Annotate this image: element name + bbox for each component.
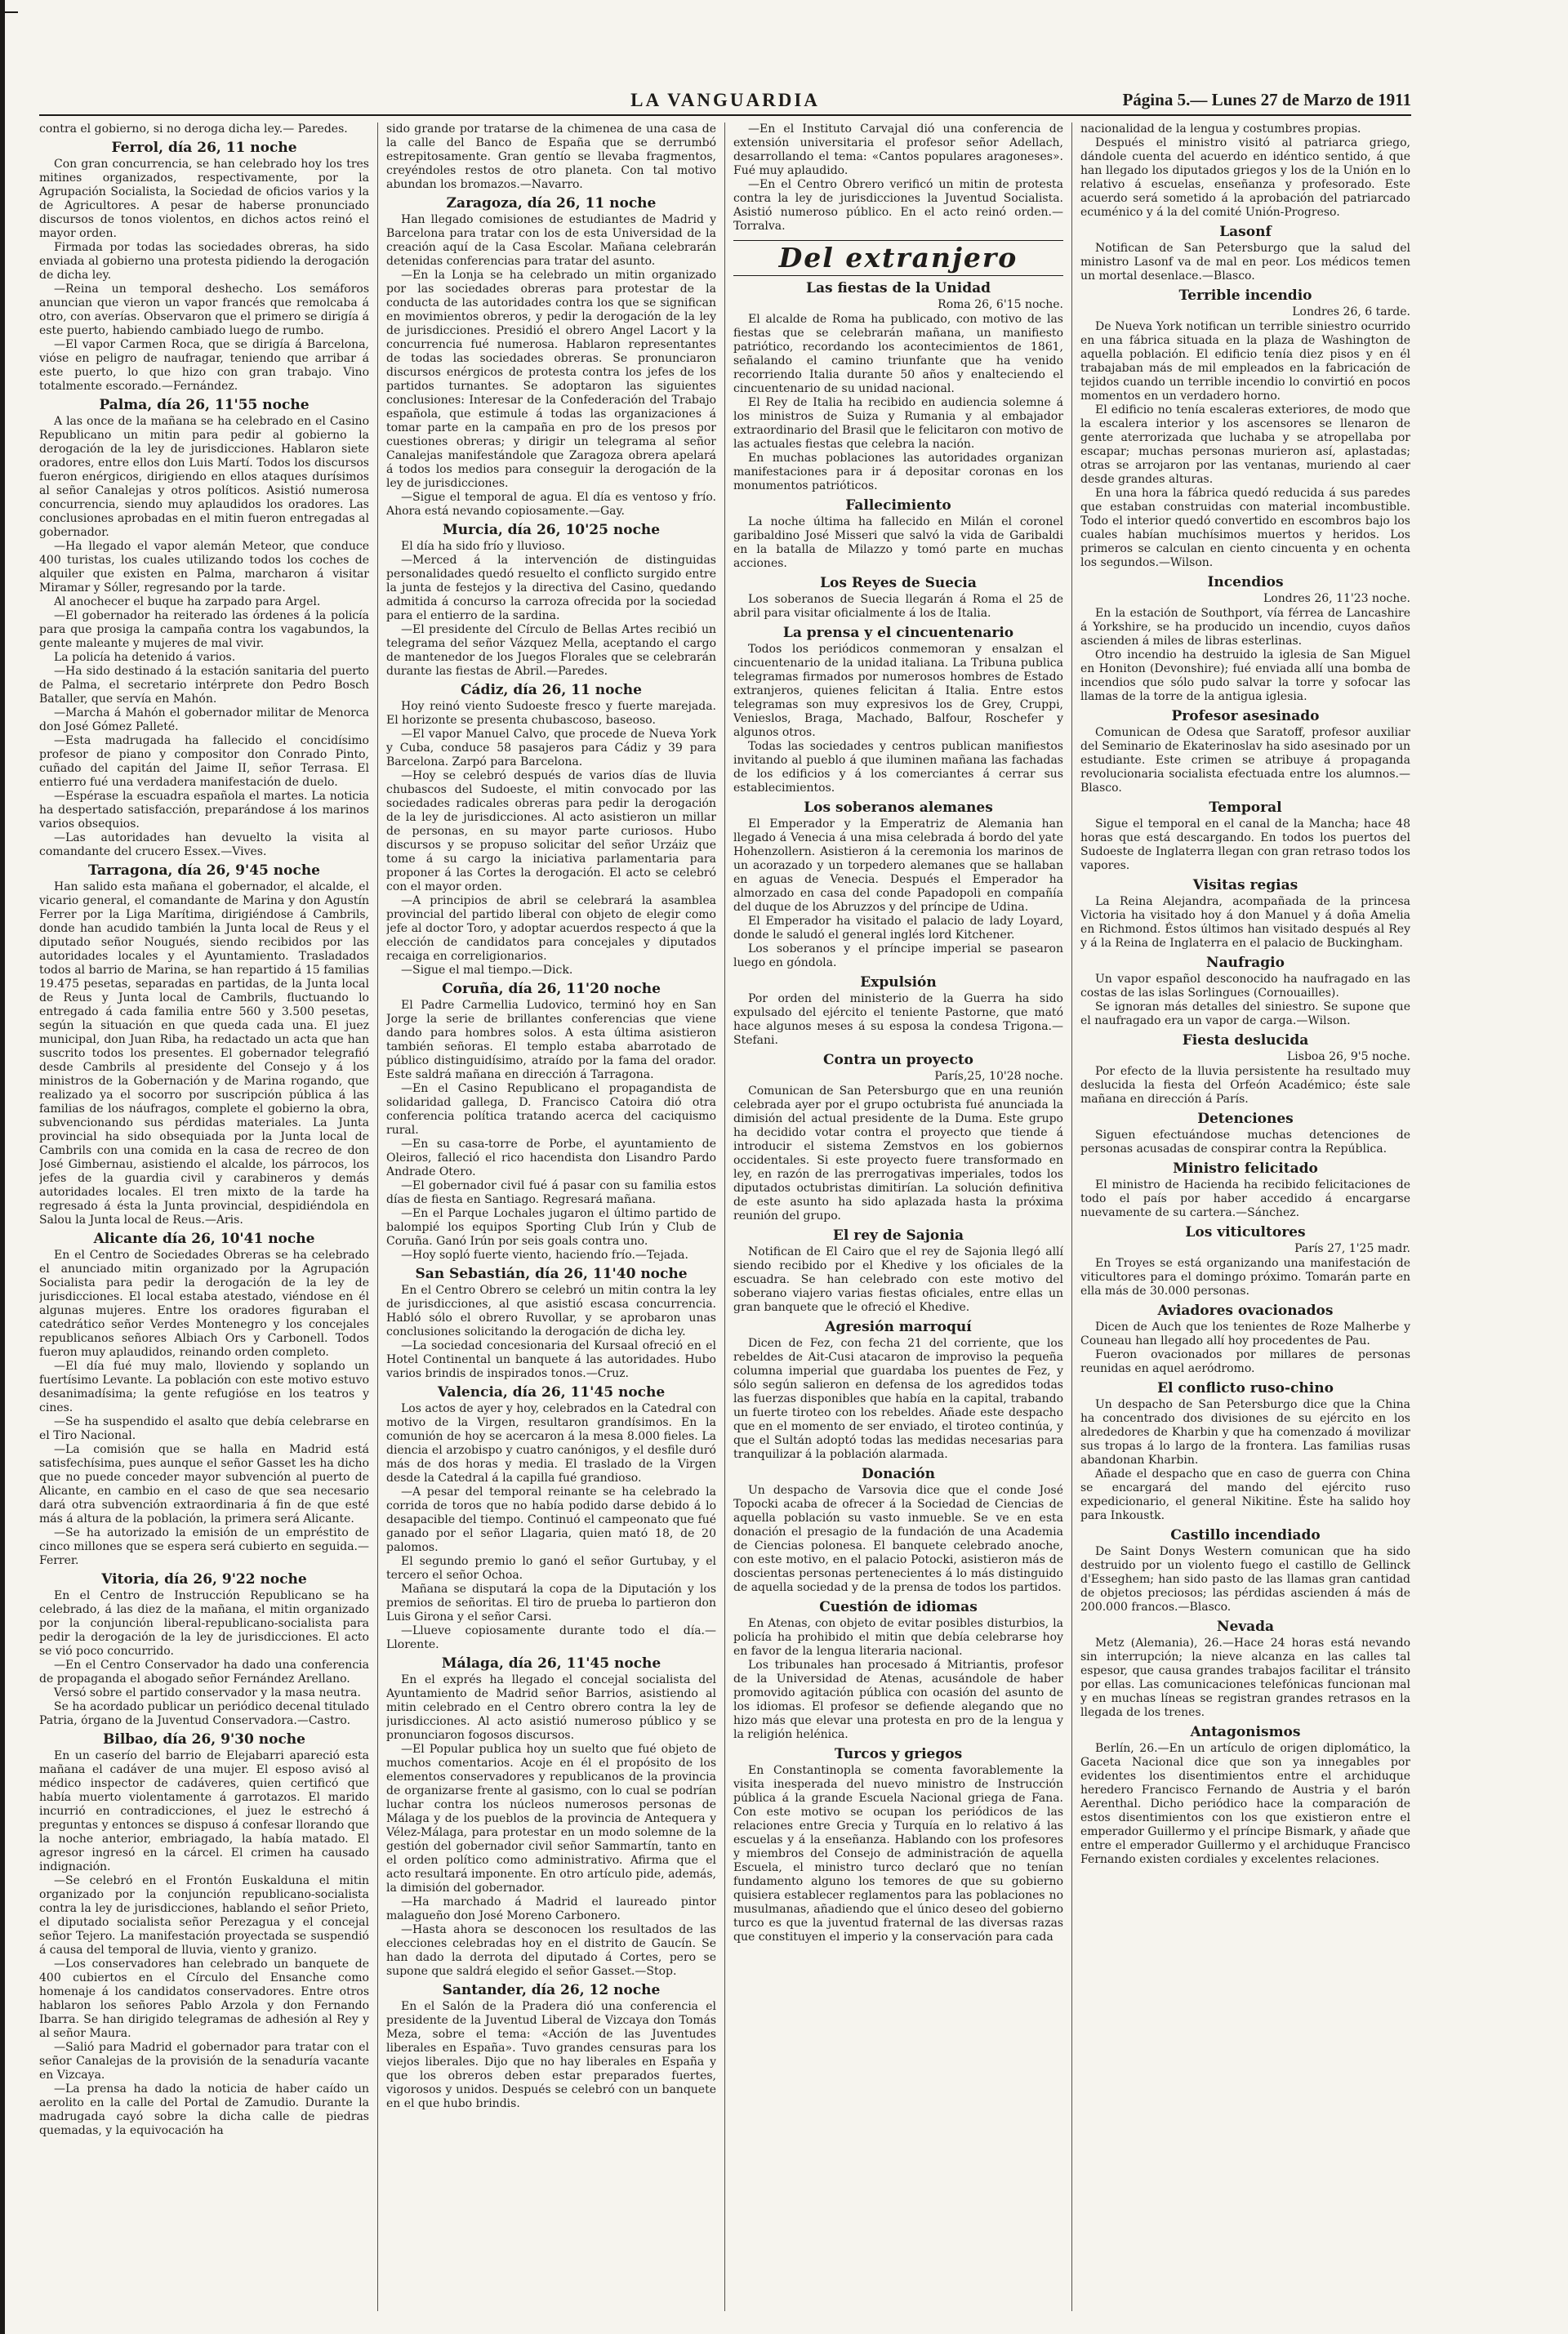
news-heading: Los soberanos alemanes bbox=[804, 800, 993, 816]
paragraph: Todos los periódicos conmemoran y ensalzan el cincuentenario de la unidad italiana. La Tribuna publica telegramas firmados por numerosos hombres de Estado extranjeros, quienes felicitan á Italia. Entre estos telegramas son muy expresivos los de Grey, Cruppi, Venieslos, Braga, Machado, Balfour, Roschefer y algunos otros. bbox=[733, 643, 1063, 739]
paragraph: Sigue el temporal en el canal de la Mancha; hace 48 horas que está descargando. En todos los puertos del Sudoeste de Inglaterra llegan con gran retraso todos los vapores. bbox=[1080, 817, 1410, 872]
paragraph: En una hora la fábrica quedó reducida á sus paredes que estaban construidas con material incombustible. Todo el interior quedó convertido en escombros bajo los cuales habían muchísimos muertos y heridos. Los primeros se calculan en ciento cincuenta y en ochenta los segundos.—Wilson. bbox=[1080, 487, 1410, 569]
paragraph: —Ha llegado el vapor alemán Meteor, que conduce 400 turistas, los cuales utilizando todos los coches de alquiler que existen en Palma, marcharon á visitar Miramar y Sóller, regresando por la tarde. bbox=[39, 540, 369, 595]
paragraph: Notifican de El Cairo que el rey de Sajonia llegó allí siendo recibido por el Khedive y los oficiales de la escuadra. Se han celebrado con este motivo del soberano viajero varias fiestas oficiales, entre ellas un gran banquete que le ofreció el Khedive. bbox=[733, 1245, 1063, 1314]
news-heading: Expulsión bbox=[860, 974, 937, 991]
paragraph: Hoy reinó viento Sudoeste fresco y fuerte marejada. El horizonte se presenta chubascoso, baseoso. bbox=[386, 700, 716, 727]
paragraph: —Las autoridades han devuelto la visita al comandante del crucero Essex.—Vives. bbox=[39, 831, 369, 858]
dispatch-heading: Coruña, día 26, 11'20 noche bbox=[442, 981, 661, 997]
dispatch-heading: Murcia, día 26, 10'25 noche bbox=[442, 522, 661, 538]
paragraph: De Nueva York notifican un terrible siniestro ocurrido en una fábrica situada en la plaza de Washington de aquella población. El edificio tenía diez pisos y en él trabajaban más de mil empleados en la fabricación de tejidos cuando un terrible incendio lo convirtió en pocos momentos en un verdadero horno. bbox=[1080, 320, 1410, 403]
page-edge bbox=[0, 0, 5, 2334]
news-heading: Cuestión de idiomas bbox=[819, 1599, 978, 1615]
dateline: Roma 26, 6'15 noche. bbox=[938, 298, 1063, 311]
paragraph: Los actos de ayer y hoy, celebrados en la Catedral con motivo de la Virgen, resultaron grandísimos. En la comunión de hoy se acercaron á la mesa 8.000 fieles. La diencia el arzobispo y cuatro canónigos, y el desfile duró más de dos horas y media. El traslado de la Virgen desde la Catedral á la capilla fué grandioso. bbox=[386, 1402, 716, 1485]
dispatch-heading: Palma, día 26, 11'55 noche bbox=[99, 397, 310, 413]
news-heading: Los Reyes de Suecia bbox=[820, 575, 977, 591]
column-2 bbox=[386, 122, 716, 2311]
paragraph: Después el ministro visitó al patriarca griego, dándole cuenta del acuerdo en idéntico sentido, á que han llegado los diputados griegos y los de la Unión en lo relativo á escuelas, enseñanza y profesorado. Este acuerdo será sometido á la aprobación del patriarcado ecuménico y á la del comité Unión-Progreso. bbox=[1080, 136, 1410, 219]
dispatch-heading: Ferrol, día 26, 11 noche bbox=[111, 140, 297, 156]
dispatch-heading: Bilbao, día 26, 9'30 noche bbox=[103, 1731, 305, 1748]
dateline: Londres 26, 11'23 noche. bbox=[1263, 592, 1410, 605]
paragraph: Un vapor español desconocido ha naufragado en las costas de las islas Sorlingues (Cornouailles). bbox=[1080, 973, 1410, 1000]
article-columns bbox=[39, 122, 1411, 2311]
news-heading: Fiesta deslucida bbox=[1182, 1032, 1309, 1049]
paragraph: Comunican de Odesa que Saratoff, profesor auxiliar del Seminario de Ekaterinoslav ha sido asesinado por un estudiante. Este crimen se atribuye á propaganda revolucionaria socialista efectuada entre los alumnos.—Blasco. bbox=[1080, 726, 1410, 795]
column-rule bbox=[724, 122, 725, 2311]
news-heading: Aviadores ovacionados bbox=[1157, 1303, 1334, 1319]
paragraph: —En el Centro Obrero verificó un mitin de protesta contra la ley de jurisdicciones la Juventud Socialista. Asistió numeroso público. En el acto reinó orden.—Torralva. bbox=[733, 178, 1063, 233]
paragraph: Comunican de San Petersburgo que en una reunión celebrada ayer por el grupo octubrista fué anunciada la dimisión del actual presidente de la Duma. Este grupo ha decidido votar contra el proyecto que tiende á introducir el sistema Zemstvos en los gobiernos occidentales. Si este proyecto fuere transformado en ley, en razón de las prerrogativas imperiales, todos los diputados octubristas dimitirían. La solución definitiva de este asunto ha sido aplazada hasta la próxima reunión del grupo. bbox=[733, 1085, 1063, 1223]
paragraph: Por orden del ministerio de la Guerra ha sido expulsado del ejército el teniente Pastorne, que mató hace algunos meses á su esposa la condesa Trigona.—Stefani. bbox=[733, 992, 1063, 1047]
dispatch-heading: Málaga, día 26, 11'45 noche bbox=[441, 1655, 662, 1672]
column-3 bbox=[733, 122, 1063, 2311]
news-heading: Ministro felicitado bbox=[1173, 1160, 1318, 1177]
paragraph: Se ha acordado publicar un periódico decenal titulado Patria, órgano de la Juventud Conservadora.—Castro. bbox=[39, 1700, 369, 1727]
paragraph: —La comisión que se halla en Madrid está satisfechísima, pues aunque el señor Gasset les ha dicho que no puede conceder mayor subvención al puerto de Alicante, en cambio en el caso de que sea necesario dará otra subvención extraordinaria á fin de que esté más á altura de la población, la primera será Alicante. bbox=[39, 1443, 369, 1526]
paragraph: Por efecto de la lluvia persistente ha resultado muy deslucida la fiesta del Orfeón Académico; éste sale mañana en dirección á París. bbox=[1080, 1065, 1410, 1106]
paragraph: El Emperador y la Emperatriz de Alemania han llegado á Venecia á una misa celebrada á bordo del yate Hohenzollern. Asistieron á la ceremonia los marinos de un acorazado y un torpedero alemanes que se hallaban en aguas de Venecia. Después el Emperador ha almorzado en casa del conde Papadopoli en compañía del duque de los Abruzzos y del príncipe de Udina. bbox=[733, 817, 1063, 914]
paragraph: —En la Lonja se ha celebrado un mitin organizado por las sociedades obreras para protestar de la conducta de las autoridades contra los que se significan en movimientos obreros, y pedir la derogación de la ley de jurisdicciones. Presidió el obrero Angel Lacort y la concurrencia fué numerosa. Hablaron representantes de todas las sociedades obreras. Se pronunciaron discursos enérgicos de protesta contra los jefes de los partidos turnantes. Se adoptaron las siguientes conclusiones: Interesar de la Confederación del Trabajo española, que estimule á todas las organizaciones á tomar parte en la campaña en pro de los presos por cuestiones obreras; y dirigir un telegrama al señor Canalejas manifestándole que Zaragoza obrera apelará á todos los medios para conseguir la derogación de la ley de jurisdicciones. bbox=[386, 269, 716, 490]
paragraph: En muchas poblaciones las autoridades organizan manifestaciones para ir á depositar coronas en los monumentos patrióticos. bbox=[733, 452, 1063, 492]
news-heading: Las fiestas de la Unidad bbox=[805, 280, 991, 296]
page-tick bbox=[0, 11, 18, 13]
paragraph: El segundo premio lo ganó el señor Gurtubay, y el tercero el señor Ochoa. bbox=[386, 1555, 716, 1582]
paragraph: —En el Centro Conservador ha dado una conferencia de propaganda el abogado señor Fernández Arellano. bbox=[39, 1659, 369, 1686]
paragraph: —Hasta ahora se desconocen los resultados de las elecciones celebradas hoy en el distrito de Gaucín. Se han dado la derrota del diputado á Cortes, pero se supone que saldrá elegido el señor Gasset.—Stop. bbox=[386, 1923, 716, 1978]
paragraph: En el Centro Obrero se celebró un mitin contra la ley de jurisdicciones, al que asistió escasa concurrencia. Habló sólo el obrero Ruvollar, y se aprobaron unas conclusiones solicitando la derogación de dicha ley. bbox=[386, 1284, 716, 1338]
paragraph: —Salió para Madrid el gobernador para tratar con el señor Canalejas de la provisión de la senaduría vacante en Vizcaya. bbox=[39, 2041, 369, 2082]
paragraph: Un despacho de Varsovia dice que el conde José Topocki acaba de ofrecer á la Sociedad de Ciencias de aquella población su vasto inmueble. Se ve en esta donación el presagio de la fundación de una Academia de Ciencias polonesa. El banquete celebrado anoche, con este motivo, en el palacio Potocki, asistieron más de doscientas personas pertenecientes á lo más distinguido de aquella sociedad y de la prensa de todos los partidos. bbox=[733, 1484, 1063, 1594]
paragraph: La noche última ha fallecido en Milán el coronel garibaldino José Misseri que salvó la vida de Garibaldi en la batalla de Milazzo y tomó parte en muchas acciones. bbox=[733, 515, 1063, 570]
paragraph: —En el Instituto Carvajal dió una conferencia de extensión universitaria el profesor señor Adellach, desarrollando el tema: «Cantos populares aragoneses». Fué muy aplaudido. bbox=[733, 122, 1063, 177]
paragraph: Un despacho de San Petersburgo dice que la China ha concentrado dos divisiones de su ejército en los alrededores de Kharbin y que ha comenzado á movilizar sus tropas á lo largo de la frontera. Las familias rusas abandonan Kharbin. bbox=[1080, 1398, 1410, 1467]
paragraph: Los soberanos de Suecia llegarán á Roma el 25 de abril para visitar oficialmente á los de Italia. bbox=[733, 593, 1063, 620]
paragraph: De Saint Donys Western comunican que ha sido destruido por un violento fuego el castillo de Gellinck d'Esseghem; han sido pasto de las llamas gran cantidad de objetos preciosos; las pérdidas ascienden á más de 200.000 francos.—Blasco. bbox=[1080, 1545, 1410, 1614]
paragraph: —Esta madrugada ha fallecido el concidísimo profesor de piano y compositor don Conrado Pinto, cuñado del capitán del Jaime II, señor Terrasa. El entierro fué una verdadera manifestación de duelo. bbox=[39, 734, 369, 789]
paragraph: —Espérase la escuadra española el martes. La noticia ha despertado satisfacción, preparándose á los marinos varios obsequios. bbox=[39, 790, 369, 831]
paragraph: En el Centro de Sociedades Obreras se ha celebrado el anunciado mitin organizado por la Agrupación Socialista para pedir la derogación de la ley de jurisdicciones. El local estaba atestado, viéndose en él algunas mujeres. Entre los oradores figuraban el catedrático señor Verdes Montenegro y los concejales republicanos señores Albiach Ors y Carbonell. Todos fueron muy aplaudidos, reinando orden completo. bbox=[39, 1249, 369, 1359]
paragraph: —La prensa ha dado la noticia de haber caído un aerolito en la calle del Portal de Zamudio. Durante la madrugada cayó sobre la dicha calle de piedras quemadas, y la equivocación ha bbox=[39, 2082, 369, 2137]
news-heading: Incendios bbox=[1207, 574, 1284, 590]
news-heading: Los viticultores bbox=[1185, 1224, 1306, 1240]
paragraph: En la estación de Southport, vía férrea de Lancashire á Yorkshire, se ha producido un incendio, cuyos daños ascienden á miles de libras esterlinas. bbox=[1080, 607, 1410, 648]
dispatch-heading: Alicante día 26, 10'41 noche bbox=[93, 1231, 315, 1247]
paragraph: Los soberanos y el príncipe imperial se pasearon luego en góndola. bbox=[733, 942, 1063, 969]
dispatch-heading: Zaragoza, día 26, 11 noche bbox=[446, 195, 657, 212]
paragraph: En un caserío del barrio de Elejabarri apareció esta mañana el cadáver de una mujer. El esposo avisó al médico inspector de cadáveres, quien certificó que había muerto violentamente á garrotazos. El marido incurrió en contradicciones, el juez le estrechó á preguntas y entonces se dispuso á confesar llorando que la noche anterior, embriagado, la había matado. El agresor ingresó en la cárcel. El crimen ha causado indignación. bbox=[39, 1749, 369, 1873]
paragraph: El ministro de Hacienda ha recibido felicitaciones de todo el país por haber accedido á encargarse nuevamente de su cartera.—Sánchez. bbox=[1080, 1178, 1410, 1219]
paragraph: —Ha marchado á Madrid el laureado pintor malagueño don José Moreno Carbonero. bbox=[386, 1895, 716, 1922]
paragraph: En el Salón de la Pradera dió una conferencia el presidente de la Juventud Liberal de Vizcaya don Tomás Meza, sobre el tema: «Acción de las Juventudes liberales en España». Tuvo grandes censuras para los viejos liberales. Dijo que no hay liberales en España y que los obreros deben estar preparados fuertes, vigorosos y unidos. Después se celebró con un banquete en el que hubo brindis. bbox=[386, 2000, 716, 2110]
paragraph: —El vapor Manuel Calvo, que procede de Nueva York y Cuba, conduce 58 pasajeros para Cádiz y 39 para Barcelona. Zarpó para Barcelona. bbox=[386, 728, 716, 768]
dateline: París,25, 10'28 noche. bbox=[934, 1070, 1063, 1083]
news-heading: Temporal bbox=[1209, 800, 1282, 816]
paragraph: —El gobernador civil fué á pasar con su familia estos días de fiesta en Santiago. Regresará mañana. bbox=[386, 1179, 716, 1206]
paragraph: Fueron ovacionados por millares de personas reunidas en aquel aeródromo. bbox=[1080, 1348, 1410, 1375]
paragraph: —Se celebró en el Frontón Euskalduna el mitin organizado por la conjunción republicano-socialista contra la ley de jurisdicciones, hablando el señor Prieto, el diputado socialista señor Perezagua y el concejal señor Tejero. La manifestación proyectada se suspendió á causa del temporal de lluvia, viento y granizo. bbox=[39, 1874, 369, 1957]
paragraph: En Atenas, con objeto de evitar posibles disturbios, la policía ha prohibido el mitin que debía celebrarse hoy en favor de la lengua literaria nacional. bbox=[733, 1617, 1063, 1658]
paragraph: —El vapor Carmen Roca, que se dirigía á Barcelona, vióse en peligro de naufragar, teniendo que arribar á este puerto, lo que hizo con gran trabajo. Vino totalmente escorado.—Fernández. bbox=[39, 338, 369, 393]
paragraph: El edificio no tenía escaleras exteriores, de modo que la escalera interior y los ascensores se llenaron de gente aterrorizada que luchaba y se atropellaba por escapar; muchas personas murieron así, aplastadas; otras se arrojaron por las ventanas, muriendo al caer desde grandes alturas. bbox=[1080, 403, 1410, 486]
paragraph: En el Centro de Instrucción Republicano se ha celebrado, á las diez de la mañana, el mitin organizado por la conjunción liberal-republicano-socialista para pedir la derogación de la ley de jurisdicciones. El acto se vió poco concurrido. bbox=[39, 1589, 369, 1658]
dispatch-heading: San Sebastián, día 26, 11'40 noche bbox=[415, 1266, 688, 1282]
news-heading: Turcos y griegos bbox=[834, 1746, 963, 1762]
paragraph: Versó sobre el partido conservador y la masa neutra. bbox=[54, 1686, 361, 1699]
paragraph: —Hoy se celebró después de varios días de lluvia chubascos del Sudoeste, el mitin convocado por las sociedades radicales obreras para pedir la derogación de la ley de jurisdicciones. Al acto asistieron un millar de personas, en su mayor parte curiosos. Hubo discursos y se propuso solicitar del señor Urzáiz que tome á su cargo la iniciativa parlamentaria para proponer á las Cortes la derogación. El acto se celebró con el mayor orden. bbox=[386, 769, 716, 893]
paragraph: Con gran concurrencia, se han celebrado hoy los tres mitines organizados, respectivamente, por la Agrupación Socialista, la Sociedad de oficios varios y la de Agricultores. A pesar de haberse pronunciado discursos de tonos violentos, en dichos actos reinó el mayor orden. bbox=[39, 158, 369, 240]
paragraph: Añade el despacho que en caso de guerra con China se encargará del mando del ejército ruso expedicionario, el general Nikitine. Éste ha salido hoy para Inkoustk. bbox=[1080, 1468, 1410, 1522]
news-heading: Agresión marroquí bbox=[825, 1319, 972, 1335]
news-heading: Nevada bbox=[1216, 1619, 1275, 1635]
column-rule bbox=[1071, 122, 1072, 2311]
paragraph: En Constantinopla se comenta favorablemente la visita inesperada del nuevo ministro de Instrucción pública á la grande Escuela Nacional griega de Fana. Con este motivo se ocupan los periódicos de las relaciones entre Grecia y Turquía en lo relativo á las escuelas y á la enseñanza. Hablando con los profesores y miembros del Consejo de administración de aquella Escuela, el ministro turco declaró que no tenían fundamento alguno los temores de que su gobierno quisiera establecer reglamentos para las poblaciones no musulmanas, añadiendo que el único deseo del gobierno turco es que la juventud fraternal de las diversas razas que constituyen el imperio y la conservación para cada bbox=[733, 1764, 1063, 1944]
news-heading: El conflicto ruso-chino bbox=[1157, 1380, 1334, 1396]
paragraph: Firmada por todas las sociedades obreras, ha sido enviada al gobierno una protesta pidiendo la derogación de dicha ley. bbox=[39, 241, 369, 282]
dispatch-heading: Vitoria, día 26, 9'22 noche bbox=[101, 1571, 307, 1588]
page-date: Página 5.— Lunes 27 de Marzo de 1911 bbox=[1122, 90, 1411, 109]
dateline: Londres 26, 6 tarde. bbox=[1292, 305, 1410, 318]
paragraph: El Rey de Italia ha recibido en audiencia solemne á los ministros de Suiza y Rumania y al embajador extraordinario del Brasil que le felicitaron con motivo de las actuales fiestas que celebra la nación. bbox=[733, 396, 1063, 451]
paragraph: —Se ha autorizado la emisión de un empréstito de cinco millones que se espera será cubierto en seguida.—Ferrer. bbox=[39, 1526, 369, 1567]
dispatch-heading: Santander, día 26, 12 noche bbox=[442, 1982, 661, 1998]
news-heading: La prensa y el cincuentenario bbox=[782, 625, 1014, 641]
news-heading: Naufragio bbox=[1206, 955, 1285, 971]
paragraph: —En el Casino Republicano el propagandista de solidaridad gallega, D. Francisco Catoira dió otra conferencia política tratando acerca del caciquismo rural. bbox=[386, 1082, 716, 1137]
paragraph: Se ignoran más detalles del siniestro. Se supone que el naufragado era un vapor de carga.—Wilson. bbox=[1080, 1000, 1410, 1027]
paragraph: La Reina Alejandra, acompañada de la princesa Victoria ha visitado hoy á don Manuel y á doña Amelia en Richmond. Éstos últimos han visitado después al Rey y á la Reina de Inglaterra en el palacio de Buckingham. bbox=[1080, 895, 1410, 950]
news-heading: Detenciones bbox=[1197, 1111, 1294, 1127]
dispatch-heading: Valencia, día 26, 11'45 noche bbox=[437, 1384, 666, 1401]
paragraph: Los tribunales han procesado á Mitriantis, profesor de la Universidad de Atenas, acusándole de haber promovido agitación pública con ocasión del asunto de los idiomas. El profesor se defiende alegando que no hizo más que elevar una protesta en pro de la lengua y la religión helénica. bbox=[733, 1659, 1063, 1741]
news-heading: Visitas regias bbox=[1192, 877, 1298, 893]
paragraph: —El día fué muy malo, lloviendo y soplando un fuertísimo Levante. La población con este motivo estuvo desanimadísima; la gente refugióse en los teatros y cines. bbox=[39, 1360, 369, 1414]
paragraph: Al anochecer el buque ha zarpado para Argel. bbox=[54, 595, 321, 608]
column-1 bbox=[39, 122, 369, 2311]
column-rule bbox=[377, 122, 378, 2311]
paragraph: —Los conservadores han celebrado un banquete de 400 cubiertos en el Círculo del Ensanche como homenaje á los candidatos conservadores. Entre otros hablaron los señores Pablo Arzola y don Fernando Ibarra. Se han dirigido telegramas de adhesión al Rey y al señor Maura. bbox=[39, 1958, 369, 2040]
paragraph: —Llueve copiosamente durante todo el día.—Llorente. bbox=[386, 1624, 716, 1651]
news-heading: Donación bbox=[862, 1466, 935, 1482]
paragraph: —El gobernador ha reiterado las órdenes á la policía para que prosiga la campaña contra los vagabundos, la gente maleante y mujeres de mal vivir. bbox=[39, 609, 369, 650]
column-4 bbox=[1080, 122, 1410, 2311]
paragraph: —En el Parque Lochales jugaron el último partido de balompié los equipos Sporting Club Irún y Club de Coruña. Ganó Irún por seis goals contra uno. bbox=[386, 1207, 716, 1248]
paragraph: —A pesar del temporal reinante se ha celebrado la corrida de toros que no había podido darse debido á lo desapacible del tiempo. Continuó el campeonato que fué ganado por el señor Llagaria, quien mató 18, de 20 palomos. bbox=[386, 1485, 716, 1554]
paragraph: El día ha sido frío y lluvioso. bbox=[401, 540, 565, 553]
newspaper-name: LA VANGUARDIA bbox=[630, 90, 820, 110]
paragraph: —El Popular publica hoy un suelto que fué objeto de muchos comentarios. Acoje en él el propósito de los elementos conservadores y republicanos de la provincia de organizarse frente al gasismo, con lo cual se podrían luchar contra los núcleos numerosos personas de Málaga y de los pueblos de la provincia de Antequera y Vélez-Málaga, para protestar en un modo solemne de la gestión del gobernador civil señor Sammartín, tanto en el orden político como administrativo. Afirma que el acto resultará imponente. En otro artículo pide, además, la dimisión del gobernador. bbox=[386, 1743, 716, 1895]
paragraph: —Ha sido destinado á la estación sanitaria del puerto de Palma, el secretario intérprete don Pedro Bosch Bataller, que servía en Mahón. bbox=[39, 665, 369, 706]
paragraph: Dicen de Fez, con fecha 21 del corriente, que los rebeldes de Ait-Cusi atacaron de improviso la pequeña columna imperial que guardaba los puentes de Fez, y sólo según salieron en defensa de los agredidos todas las fuerzas disponibles que había en la capital, trabando un fuerte tiroteo con los rebeldes. Añade este despacho que en el momento de ser enviado, el tiroteo continúa, y que el Sultán adoptó todas las medidas necesarias para tranquilizar á la población alarmada. bbox=[733, 1337, 1063, 1461]
dispatch-heading: Cádiz, día 26, 11 noche bbox=[461, 682, 642, 698]
paragraph: Dicen de Auch que los tenientes de Roze Malherbe y Couneau han llegado allí hoy procedentes de Pau. bbox=[1080, 1321, 1410, 1347]
paragraph: —Hoy sopló fuerte viento, haciendo frío.—Tejada. bbox=[401, 1249, 688, 1262]
paragraph: A las once de la mañana se ha celebrado en el Casino Republicano un mitin para pedir al gobierno la derogación de la ley de jurisdicciones. Hablaron siete oradores, entre ellos don Luis Martí. Todos los discursos fueron enérgicos, dirigiendo en ellos ataques durísimos al señor Canalejas y otros políticos. Asistió numerosa concurrencia, siendo muy aplaudidos los oradores. Las conclusiones aprobadas en el mitin fueron entregadas al gobernador. bbox=[39, 415, 369, 539]
dateline: Lisboa 26, 9'5 noche. bbox=[1286, 1050, 1410, 1063]
paragraph: —Marcha á Mahón el gobernador militar de Menorca don José Gómez Palleté. bbox=[39, 706, 369, 733]
paragraph: sido grande por tratarse de la chimenea de una casa de la calle del Banco de España que se derrumbó estrepitosamente. Gran gentío se llevaba fragmentos, creyéndoles restos de otro planeta. Con tal motivo abundan los bromazos.—Navarro. bbox=[386, 122, 716, 191]
paragraph: Han llegado comisiones de estudiantes de Madrid y Barcelona para tratar con los de esta Universidad de la creación aquí de la Casa Escolar. Mañana celebrarán detenidas conferencias para tratar del asunto. bbox=[386, 213, 716, 268]
paragraph: Metz (Alemania), 26.—Hace 24 horas está nevando sin interrupción; la nieve alcanza en las calles tal espesor, que causa grandes trabajos facilitar el tránsito por ellas. Las comunicaciones telefónicas funcionan mal y en muchas líneas se registran grandes retrasos en la llegada de los trenes. bbox=[1080, 1637, 1410, 1719]
paragraph: Todas las sociedades y centros publican manifiestos invitando al pueblo á que iluminen mañana las fachadas de los edificios y á los comerciantes á cerrar sus establecimientos. bbox=[733, 740, 1063, 795]
masthead bbox=[39, 82, 1411, 116]
paragraph: El Emperador ha visitado el palacio de lady Loyard, donde le saludó el general inglés lord Kitchener. bbox=[733, 915, 1063, 942]
paragraph: En el exprés ha llegado el concejal socialista del Ayuntamiento de Madrid señor Barrios, asistiendo al mitin celebrado en el Centro obrero contra la ley de jurisdicciones. Al acto asistió numeroso público y se pronunciaron fogosos discursos. bbox=[386, 1673, 716, 1742]
news-heading: Antagonismos bbox=[1190, 1724, 1301, 1740]
paragraph: contra el gobierno, si no deroga dicha ley.— Paredes. bbox=[39, 122, 348, 136]
paragraph: —A principios de abril se celebrará la asamblea provincial del partido liberal con objeto de elegir como jefe al doctor Toro, y adoptar acuerdos respecto á que la elección de candidatos para concejales y diputados recaiga en correligionarios. bbox=[386, 894, 716, 963]
news-heading: Fallecimiento bbox=[845, 497, 951, 514]
news-heading: Lasonf bbox=[1219, 224, 1272, 240]
dispatch-heading: Tarragona, día 26, 9'45 noche bbox=[87, 862, 320, 879]
paragraph: —Reina un temporal deshecho. Los semáforos anuncian que vieron un vapor francés que remolcaba á otro, con averías. Observaron que el primero se dirigía á este puerto, habiendo cambiado luego de rumbo. bbox=[39, 283, 369, 337]
paragraph: —Merced á la intervención de distinguidas personalidades quedó resuelto el conflicto surgido entre la junta de festejos y la directiva del Casino, quedando admitida á concurso la carroza ofrecida por la sociedad para el entierro de la sardina. bbox=[386, 554, 716, 622]
paragraph: La policía ha detenido á varios. bbox=[54, 651, 236, 664]
news-heading: Terrible incendio bbox=[1178, 287, 1312, 304]
paragraph: —En su casa-torre de Porbe, el ayuntamiento de Oleiros, falleció el rico hacendista don Lisandro Pardo Andrade Otero. bbox=[386, 1138, 716, 1178]
paragraph: Otro incendio ha destruido la iglesia de San Miguel en Honiton (Devonshire); fué enviada allí una bomba de incendios que sólo pudo salvar la torre y sofocar las llamas de la torre de la antigua iglesia. bbox=[1080, 648, 1410, 703]
paragraph: Notifican de San Petersburgo que la salud del ministro Lasonf va de mal en peor. Los médicos temen un mortal desenlace.—Blasco. bbox=[1080, 242, 1410, 283]
paragraph: En Troyes se está organizando una manifestación de viticultores para el domingo próximo. Tomarán parte en ella más de 30.000 personas. bbox=[1080, 1257, 1410, 1298]
paragraph: —Sigue el temporal de agua. El día es ventoso y frío. Ahora está nevando copiosamente.—Gay. bbox=[386, 491, 716, 518]
news-heading: Profesor asesinado bbox=[1171, 708, 1320, 724]
paragraph: —La sociedad concesionaria del Kursaal ofreció en el Hotel Continental un banquete á las autoridades. Hubo varios brindis de inspirados tonos.—Cruz. bbox=[386, 1339, 716, 1380]
dateline: París 27, 1'25 madr. bbox=[1294, 1242, 1410, 1255]
paragraph: Berlín, 26.—En un artículo de origen diplomático, la Gaceta Nacional dice que son ya innegables por evidentes los disentimientos entre el archiduque heredero Francisco Fernando de Austria y el barón Aerenthal. Dicho periódico hace la comparación de estos disentimientos con los que existieron entre el emperador Guillermo y el príncipe Bismark, y añade que entre el emperador Guillermo y el archiduque Francisco Fernando existen cordiales y excelentes relaciones. bbox=[1080, 1742, 1410, 1866]
paragraph: Mañana se disputará la copa de la Diputación y los premios de señoritas. El tiro de prueba lo partieron don Luis Girona y el señor Carsi. bbox=[386, 1583, 716, 1624]
paragraph: Han salido esta mañana el gobernador, el alcalde, el vicario general, el comandante de Marina y don Agustín Ferrer por la Liga Marítima, dirigiéndose á Cambrils, donde han acudido también la Junta local de Reus y el diputado señor Nougués, siendo recibidos por las autoridades locales y el Ayuntamiento. Trasladados todos al barrio de Marina, se han repartido á 15 familias 19.475 pesetas, separadas en partidas, de la Junta local de Reus y Junta local de Cambrils, fluctuando lo entregado á cada familia entre 560 y 3.500 pesetas, según la situación en que queda cada una. El juez municipal, don Juan Riba, ha redactado un acta que han suscrito todos los presentes. El gobernador telegrafió desde Cambrils al presidente del Consejo y á los ministros de la Gobernación y de Marina rogando, que realizado ya el socorro por suscripción pública á las familias de los náufragos, complete el gobierno la obra, subvencionando sus pérdidas materiales. La Junta provincial ha sido obsequiada por la Junta local de Cambrils con una comida en la casa de recreo de don José Gimbernau, asistiendo el alcalde, los párrocos, los jefes de la guardia civil y carabineros y demás autoridades locales. El tren mixto de la tarde ha regresado á ésta la Junta provincial, despidiéndola en Salou la Junta local de Reus.—Aris. bbox=[39, 880, 369, 1227]
news-heading: Castillo incendiado bbox=[1170, 1527, 1321, 1543]
paragraph: nacionalidad de la lengua y costumbres propias. bbox=[1080, 122, 1361, 136]
section-title: Del extranjero bbox=[733, 240, 1063, 276]
paragraph: —El presidente del Círculo de Bellas Artes recibió un telegrama del señor Vázquez Mella, aceptando el cargo de mantenedor de los Juegos Florales que se celebrarán durante las fiestas de Abril.—Paredes. bbox=[386, 623, 716, 678]
paragraph: Siguen efectuándose muchas detenciones de personas acusadas de conspirar contra la República. bbox=[1080, 1129, 1410, 1156]
news-heading: El rey de Sajonia bbox=[832, 1227, 964, 1244]
paragraph: El alcalde de Roma ha publicado, con motivo de las fiestas que se celebrarán mañana, un manifiesto patriótico, recordando los acontecimientos de 1861, señalando el camino triunfante que ha venido recorriendo Italia durante 50 años y enalteciendo el cincuentenario de su unidad nacional. bbox=[733, 313, 1063, 395]
paragraph: El Padre Carmellia Ludovico, terminó hoy en San Jorge la serie de brillantes conferencias que viene dando para hombres solos. A esta última asistieron también señoras. El templo estaba abarrotado de público distinguidísimo, atraído por la fama del orador. Este saldrá mañana en dirección á Tarragona. bbox=[386, 999, 716, 1081]
paragraph: —Sigue el mal tiempo.—Dick. bbox=[401, 964, 573, 977]
paragraph: —Se ha suspendido el asalto que debía celebrarse en el Tiro Nacional. bbox=[39, 1415, 369, 1442]
news-heading: Contra un proyecto bbox=[822, 1052, 974, 1068]
